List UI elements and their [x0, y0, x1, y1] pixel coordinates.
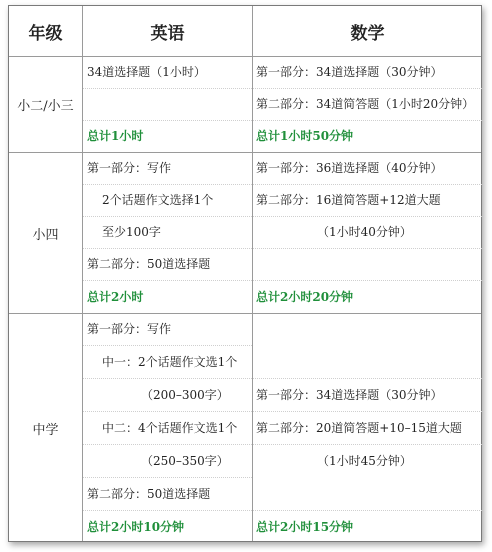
math-total: 总计2小时15分钟 — [256, 520, 354, 534]
grade-label: 小四 — [32, 227, 59, 243]
english-line: 第一部分：写作 — [87, 161, 172, 175]
row-separator — [83, 248, 252, 249]
math-line: （1小时45分钟） — [317, 454, 412, 468]
row-separator — [83, 345, 252, 346]
english-line: 第二部分：50道选择题 — [87, 257, 211, 271]
english-line: 第一部分：写作 — [87, 322, 172, 336]
row-separator — [253, 216, 482, 217]
row-separator — [253, 378, 482, 379]
row-separator — [83, 444, 252, 445]
row-separator — [83, 411, 252, 412]
header-english: 英语 — [150, 23, 185, 44]
english-line: 第二部分：50道选择题 — [87, 487, 211, 501]
english-line: （250–350字） — [141, 454, 229, 468]
math-line: 第二部分：34道简答题（1小时20分钟） — [256, 97, 475, 111]
english-total: 总计2小时 — [87, 290, 144, 304]
exam-structure-table — [8, 5, 482, 542]
math-line: 第一部分：34道选择题（30分钟） — [256, 388, 443, 402]
header-math: 数学 — [350, 23, 385, 44]
column-divider — [252, 6, 253, 541]
column-divider — [82, 6, 83, 541]
math-line: 第一部分：34道选择题（30分钟） — [256, 65, 443, 79]
row-separator — [83, 378, 252, 379]
math-line: 第二部分：16道简答题+12道大题 — [256, 193, 441, 207]
row-separator — [253, 510, 482, 511]
english-total: 总计1小时 — [87, 129, 144, 143]
math-total: 总计2小时20分钟 — [256, 290, 354, 304]
grade-label: 中学 — [32, 422, 59, 438]
math-total: 总计1小时50分钟 — [256, 129, 354, 143]
math-line: （1小时40分钟） — [317, 225, 412, 239]
math-line: 第二部分：20道简答题+10–15道大题 — [256, 421, 462, 435]
row-separator — [83, 120, 252, 121]
row-separator — [253, 411, 482, 412]
header-grade: 年级 — [28, 23, 63, 44]
grade-label: 小二/小三 — [17, 99, 74, 114]
row-separator — [253, 88, 482, 89]
row-separator — [83, 280, 252, 281]
row-separator — [253, 444, 482, 445]
row-separator — [83, 477, 252, 478]
row-separator — [83, 510, 252, 511]
english-line: （200–300字） — [141, 388, 229, 402]
row-separator — [253, 120, 482, 121]
row-separator — [253, 184, 482, 185]
english-total: 总计2小时10分钟 — [87, 520, 185, 534]
english-line: 2个话题作文选择1个 — [102, 193, 214, 207]
math-line: 第一部分：36道选择题（40分钟） — [256, 161, 443, 175]
english-line: 中二：4个话题作文选1个 — [102, 421, 238, 435]
row-separator — [83, 216, 252, 217]
row-separator — [253, 280, 482, 281]
row-separator — [253, 248, 482, 249]
english-line: 34道选择题（1小时） — [87, 65, 206, 79]
row-separator — [83, 88, 252, 89]
english-line: 至少100字 — [102, 225, 161, 239]
row-separator — [83, 184, 252, 185]
english-line: 中一：2个话题作文选1个 — [102, 355, 238, 369]
